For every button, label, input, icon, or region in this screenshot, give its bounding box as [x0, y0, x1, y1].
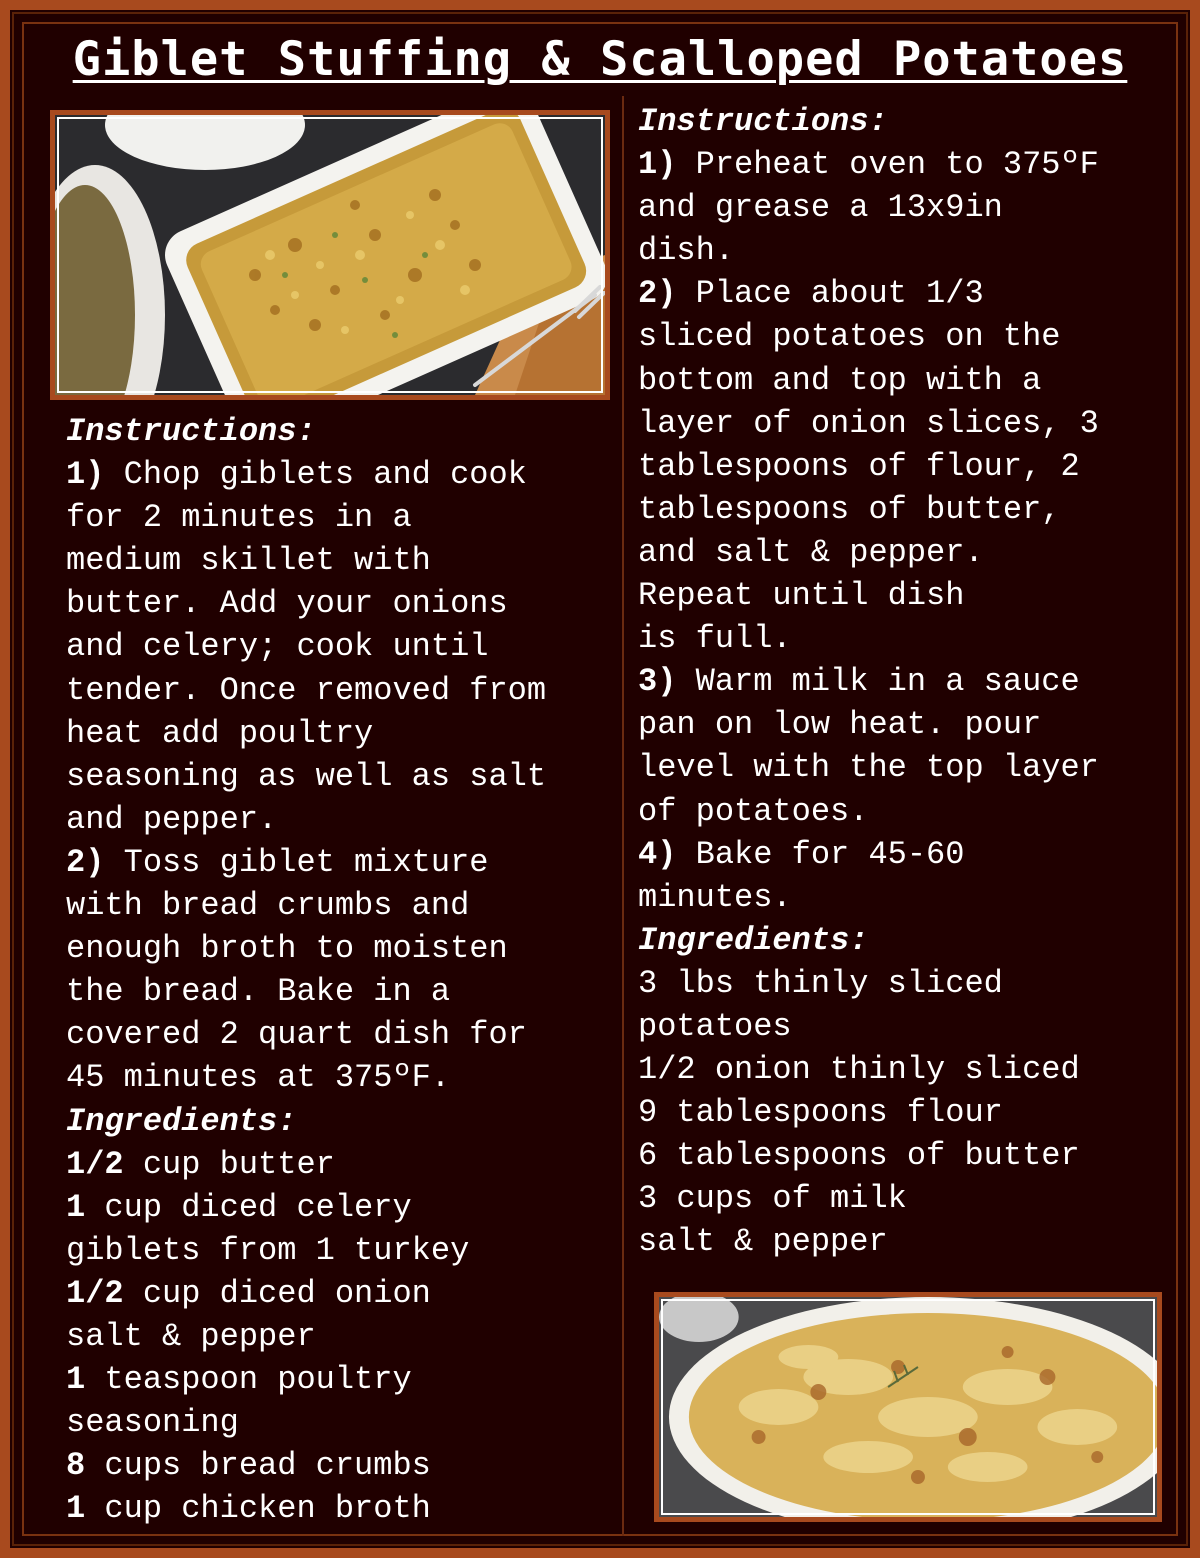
potatoes-recipe [638, 100, 1188, 1264]
ingredient-text: teaspoon poultry [85, 1361, 412, 1399]
potatoes-step-line: sliced potatoes on the [638, 318, 1061, 356]
ingredient-text: cup butter [123, 1145, 335, 1183]
potatoes-steps [638, 143, 1188, 919]
potatoes-step-1-text: Preheat oven to 375ºF [676, 146, 1099, 184]
stuffing-step-1-text: Chop giblets and cook [104, 456, 527, 494]
ingredient-text: cups bread crumbs [85, 1447, 431, 1485]
potatoes-instructions-heading: Instructions: [638, 103, 888, 140]
ingredient-quantity: 1/2 [66, 1145, 124, 1183]
list-item [66, 1272, 616, 1315]
stuffing-step-line: butter. Add your onions [66, 585, 508, 623]
stuffing-step-line: the bread. Bake in a [66, 973, 451, 1011]
list-item [66, 1444, 616, 1487]
list-item: 3 cups of milk [638, 1180, 907, 1218]
potatoes-step-line: tablespoons of butter, [638, 490, 1061, 528]
potatoes-step-4-number: 4) [638, 835, 677, 873]
stuffing-step-line: and celery; cook until [66, 628, 489, 666]
list-item: salt & pepper [638, 1223, 888, 1261]
potatoes-step-line: of potatoes. [638, 792, 869, 830]
list-item: 6 tablespoons of butter [638, 1137, 1080, 1175]
ingredient-quantity: 1 [66, 1490, 86, 1528]
potatoes-step-line: pan on low heat. pour [638, 706, 1042, 744]
stuffing-instructions-heading: Instructions: [66, 413, 316, 450]
ingredient-text: cup diced onion [123, 1274, 431, 1312]
stuffing-photo [50, 110, 610, 400]
ingredient-quantity: 8 [66, 1447, 86, 1485]
potatoes-photo-image [659, 1297, 1157, 1517]
page-title: Giblet Stuffing & Scalloped Potatoes [72, 32, 1128, 87]
ingredient-quantity: 1/2 [66, 1274, 124, 1312]
potatoes-photo [654, 1292, 1162, 1522]
stuffing-step-1-number: 1) [66, 456, 105, 494]
ingredient-text: salt & pepper [66, 1317, 316, 1355]
potatoes-step-line: level with the top layer [638, 749, 1099, 787]
stuffing-step-2-line [66, 841, 616, 884]
potatoes-step-3-number: 3) [638, 663, 677, 701]
stuffing-step-line: medium skillet with [66, 542, 431, 580]
stuffing-step-2-number: 2) [66, 843, 105, 881]
potatoes-step-line: layer of onion slices, 3 [638, 404, 1099, 442]
potatoes-step-4-text: Bake for 45-60 [676, 835, 965, 873]
potatoes-step-line: dish. [638, 232, 735, 270]
stuffing-step-line: tender. Once removed from [66, 671, 547, 709]
potatoes-step-2-line [638, 272, 1188, 315]
potatoes-step-2-number: 2) [638, 275, 677, 313]
ingredient-text: cup diced celery [85, 1188, 412, 1226]
stuffing-step-1-line [66, 453, 616, 496]
stuffing-step-line: for 2 minutes in a [66, 499, 412, 537]
stuffing-step-line: 45 minutes at 375ºF. [66, 1059, 451, 1097]
potatoes-step-1-number: 1) [638, 146, 677, 184]
ingredient-quantity: 1 [66, 1361, 86, 1399]
list-item [66, 1229, 616, 1272]
list-item: 1/2 onion thinly sliced [638, 1051, 1080, 1089]
potatoes-step-4-line [638, 833, 1188, 876]
list-item: 9 tablespoons flour [638, 1094, 1003, 1132]
potatoes-step-3-text: Warm milk in a sauce [676, 663, 1080, 701]
stuffing-ingredients-heading: Ingredients: [66, 1102, 297, 1140]
potatoes-step-line: is full. [638, 620, 792, 658]
stuffing-step-line: heat add poultry [66, 714, 374, 752]
stuffing-step-line: with bread crumbs and [66, 887, 470, 925]
list-item [66, 1487, 616, 1530]
potatoes-ingredients-list [638, 962, 1188, 1264]
stuffing-photo-image [55, 115, 605, 395]
stuffing-step-line: seasoning as well as salt [66, 757, 547, 795]
list-item [66, 1143, 616, 1186]
stuffing-step-line: enough broth to moisten [66, 930, 508, 968]
potatoes-step-2-text: Place about 1/3 [676, 275, 984, 313]
ingredient-text: giblets from 1 turkey [66, 1231, 470, 1269]
stuffing-recipe [66, 410, 616, 1530]
stuffing-ingredients-list [66, 1143, 616, 1531]
column-divider [622, 96, 624, 1536]
ingredient-text: cup chicken broth [85, 1490, 431, 1528]
potatoes-step-1-line [638, 143, 1188, 186]
potatoes-step-line: and grease a 13x9in [638, 189, 1003, 227]
potatoes-step-line: minutes. [638, 878, 792, 916]
potatoes-step-line: Repeat until dish [638, 577, 965, 615]
potatoes-step-line: tablespoons of flour, 2 [638, 447, 1080, 485]
ingredient-quantity: 1 [66, 1188, 86, 1226]
potatoes-step-line: bottom and top with a [638, 361, 1042, 399]
stuffing-step-line: and pepper. [66, 800, 278, 838]
stuffing-step-line: covered 2 quart dish for [66, 1016, 527, 1054]
list-item: 3 lbs thinly sliced [638, 964, 1003, 1002]
ingredient-text: seasoning [66, 1404, 239, 1442]
list-item [66, 1358, 616, 1401]
potatoes-ingredients-heading: Ingredients: [638, 921, 869, 959]
list-item [66, 1401, 616, 1444]
list-item [66, 1186, 616, 1229]
stuffing-steps [66, 453, 616, 1099]
list-item [66, 1315, 616, 1358]
potatoes-step-3-line [638, 660, 1188, 703]
potatoes-step-line: and salt & pepper. [638, 533, 984, 571]
stuffing-step-2-text: Toss giblet mixture [104, 843, 489, 881]
list-item: potatoes [638, 1007, 792, 1045]
